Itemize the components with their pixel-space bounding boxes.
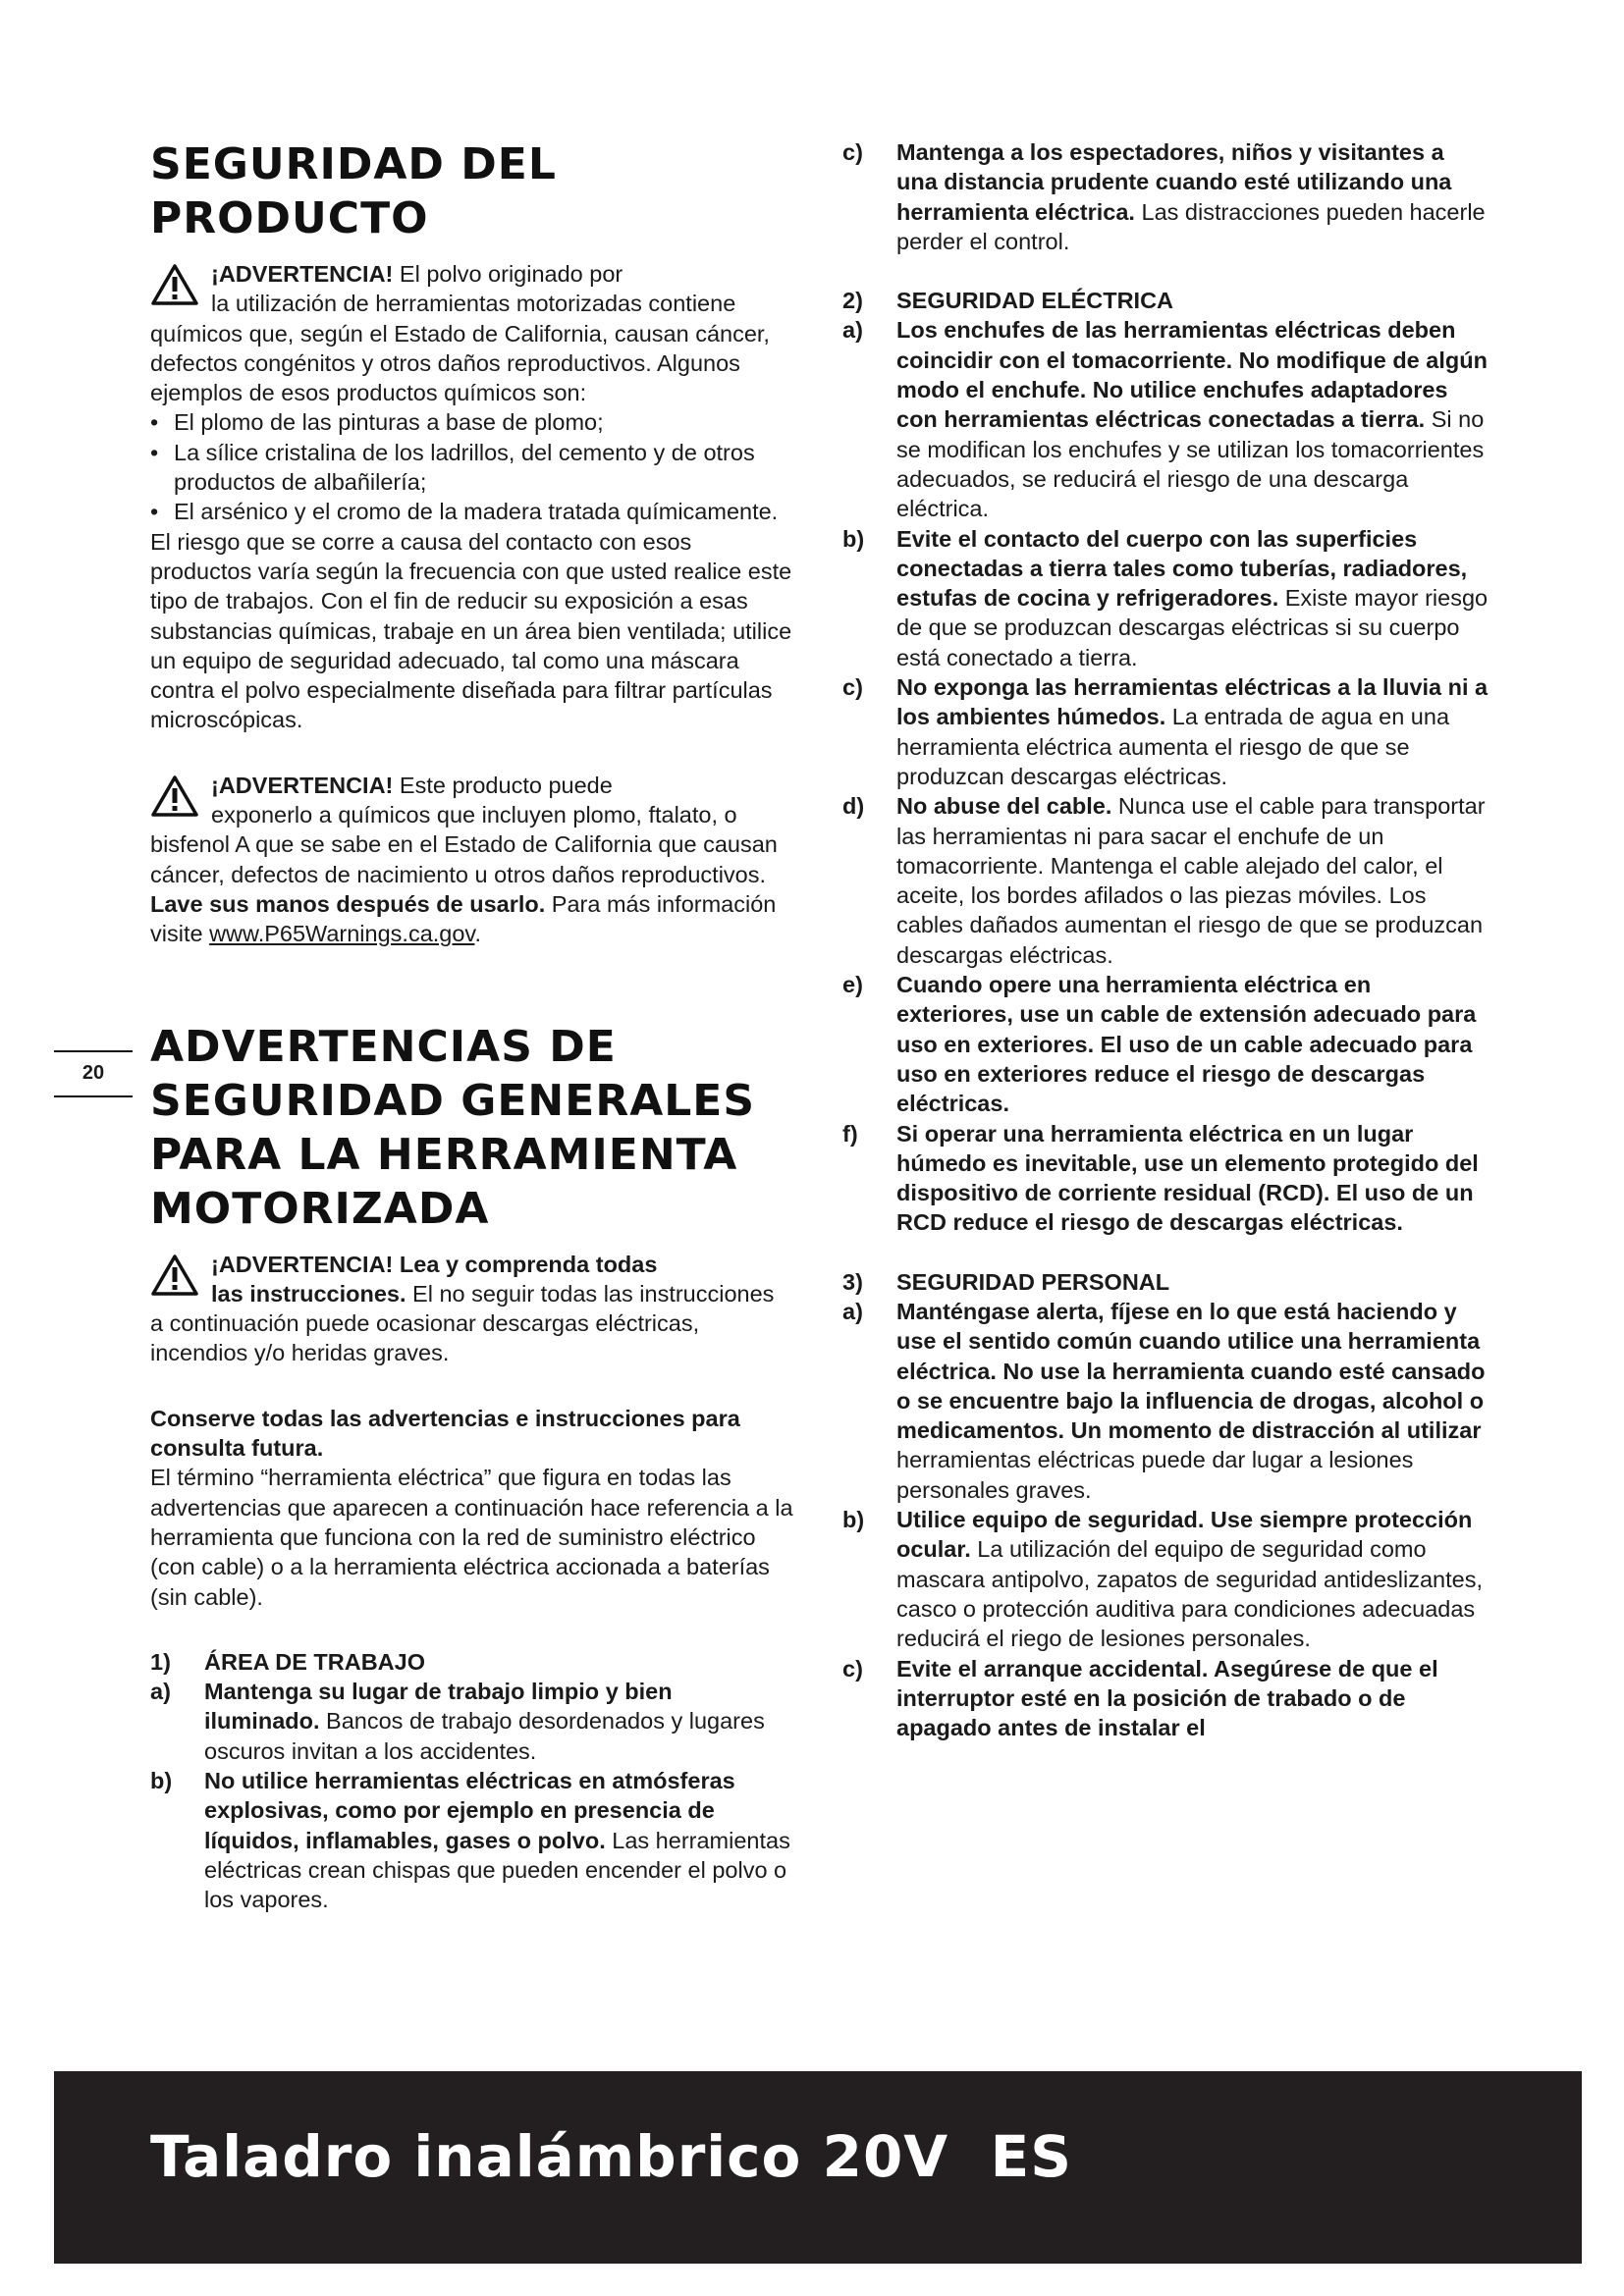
footer-bar (54, 2071, 1582, 2264)
divider (54, 1095, 133, 1097)
page-number: 20 (81, 1062, 105, 1084)
page-number-marker (54, 1050, 133, 1097)
chemicals-list (150, 407, 793, 526)
personal-item-a: a) Manténgase alerta, fíjese en lo que está haciendo y use el sentido común cuando utilice una herramienta eléctrica. No use la herramienta cuando esté cansado o se encuentre bajo la influencia de drogas, alcohol o medicamentos. Un momento de distracción al utilizar herramientas eléctricas puede dar lugar a lesiones personales graves. (842, 1298, 1486, 1503)
warning-dust-line1: ¡ADVERTENCIA! El polvo originado por (211, 261, 623, 287)
work-area-item-a: a) Mantenga su lugar de trabajo limpio y bien iluminado. Bancos de trabajo desordenados y lugares oscuros invitan a los accidentes. (150, 1679, 765, 1764)
p65-warnings-link[interactable]: www.P65Warnings.ca.gov (209, 921, 475, 947)
electrical-item-e: e) Cuando opere una herramienta eléctrica en exteriores, use un cable de extensión adecuado para uso en exteriores. El uso de un cable adecuado para uso en exteriores reduce el riesgo de descargas eléctricas. (842, 972, 1477, 1117)
electrical-item-b: b) Evite el contacto del cuerpo con las superficies conectadas a tierra tales como tuberías, radiadores, estufas de cocina y refrigeradores. Existe mayor riesgo de que se produzcan descargas eléctricas si su cuerpo está conectado a tierra. (842, 525, 1489, 670)
work-area-item-c: c) Mantenga a los espectadores, niños y visitantes a una distancia prudente cuando esté utilizando una herramienta eléctrica. Las distracciones pueden hacerle perder el control. (842, 139, 1486, 254)
warning-block-instructions (150, 1250, 793, 1368)
product-safety-heading: SEGURIDAD DEL PRODUCTO (150, 139, 557, 243)
keep-instructions-bold: Conserve todas las advertencias e instrucciones para consulta futura. (150, 1405, 740, 1462)
warning-triangle-icon (150, 774, 199, 818)
power-tool-definition: El término “herramienta eléctrica” que figura en todas las advertencias que aparecen a continuación hace referencia a la herramienta que funciona con la red de suministro eléctrico (con cable) o a la herramienta eléctrica accionada a baterías (sin cable). (150, 1465, 793, 1610)
warning-dust-text: la utilización de herramientas motorizadas contiene químicos que, según el Estado de California, causan cáncer, defectos congénitos y otros daños reproductivos. Algunos ejemplos de esos productos químicos son: (150, 291, 770, 406)
warning-block-prop65 (150, 771, 793, 949)
section-work-area-title: 1) ÁREA DE TRABAJO (150, 1648, 426, 1675)
warning-triangle-icon (150, 1254, 199, 1297)
warning-prop65-body: exponerlo a químicos que incluyen plomo, ftalato, o bisfenol A que se sabe en el Estado de California que causan cáncer, defectos de nacimiento u otros daños reproductivos. Lave sus manos después de usarlo. Para más información visite www.P65Warnings.ca.gov. (150, 802, 778, 947)
electrical-item-d: d) No abuse del cable. Nunca use el cable para transportar las herramientas ni para sacar el enchufe de un tomacorriente. Mantenga el cable alejado del calor, el aceite, los bordes afilados o las piezas móviles. Los cables dañados aumentan el riesgo de que se produzcan descargas eléctricas. (842, 793, 1486, 968)
personal-item-c: c) Evite el arranque accidental. Asegúrese de que el interruptor esté en la posición de trabado o de apagado antes de instalar el (842, 1655, 1438, 1741)
left-column (150, 137, 793, 1914)
footer-product-title: Taladro inalámbrico 20V ES (150, 2123, 1072, 2190)
warning-triangle-icon (150, 263, 199, 306)
general-warnings-heading: ADVERTENCIAS DE SEGURIDAD GENERALES PARA LA HERRAMIENTA MOTORIZADA (150, 1021, 756, 1234)
section-electrical-title: 2) SEGURIDAD ELÉCTRICA (842, 288, 1174, 314)
warning-dust-line2-indent (150, 289, 793, 407)
warning-instructions-line1: ¡ADVERTENCIA! Lea y comprenda todas (211, 1251, 658, 1277)
section-personal-title: 3) SEGURIDAD PERSONAL (842, 1268, 1170, 1295)
electrical-item-f: f) Si operar una herramienta eléctrica en un lugar húmedo es inevitable, use un elemento protegido del dispositivo de corriente residual (RCD). El uso de un RCD reduce el riesgo de descargas eléctricas. (842, 1120, 1479, 1236)
warning-instructions-body: las instrucciones. El no seguir todas las instrucciones a continuación puede ocasionar descargas eléctricas, incendios y/o heridas graves. (150, 1280, 775, 1366)
electrical-item-c: c) No exponga las herramientas eléctricas a la lluvia ni a los ambientes húmedos. La entrada de agua en una herramienta eléctrica aumenta el riesgo de que se produzcan descargas eléctricas. (842, 674, 1489, 789)
list-item: • La sílice cristalina de los ladrillos, del cemento y de otros productos de albañilería; (150, 439, 755, 496)
divider (54, 1050, 133, 1052)
work-area-item-b: b) No utilice herramientas eléctricas en atmósferas explosivas, como por ejemplo en presencia de líquidos, inflamables, gases o polvo. Las herramientas eléctricas crean chispas que pueden encender el polvo o los vapores. (150, 1767, 790, 1913)
warning-prop65-line1: ¡ADVERTENCIA! Este producto puede (211, 772, 613, 798)
warning-block-dust (150, 259, 793, 407)
right-column (842, 137, 1490, 1742)
electrical-item-a: a) Los enchufes de las herramientas eléctricas deben coincidir con el tomacorriente. No modifique de algún modo el enchufe. No utilice enchufes adaptadores con herramientas eléctricas conectadas a tierra. Si no se modifican los enchufes y se utilizan los tomacorrientes adecuados, se reducirá el riesgo de una descarga eléctrica. (842, 317, 1488, 522)
list-item: • El plomo de las pinturas a base de plomo; (150, 409, 604, 436)
personal-item-b: b) Utilice equipo de seguridad. Use siempre protección ocular. La utilización del equipo de seguridad como mascara antipolvo, zapatos de seguridad antideslizantes, casco o protección auditiva para condiciones adecuadas reducirá el riego de lesiones personales. (842, 1507, 1484, 1652)
list-item: • El arsénico y el cromo de la madera tratada químicamente. (150, 499, 779, 525)
dust-closing-paragraph: El riesgo que se corre a causa del contacto con esos productos varía según la frecuencia con que usted realice este tipo de trabajos. Con el fin de reducir su exposición a esas substancias químicas, trabaje en un área bien ventilada; utilice un equipo de seguridad adecuado, tal como una máscara contra el polvo especialmente diseñada para filtrar partículas microscópicas. (150, 528, 792, 733)
